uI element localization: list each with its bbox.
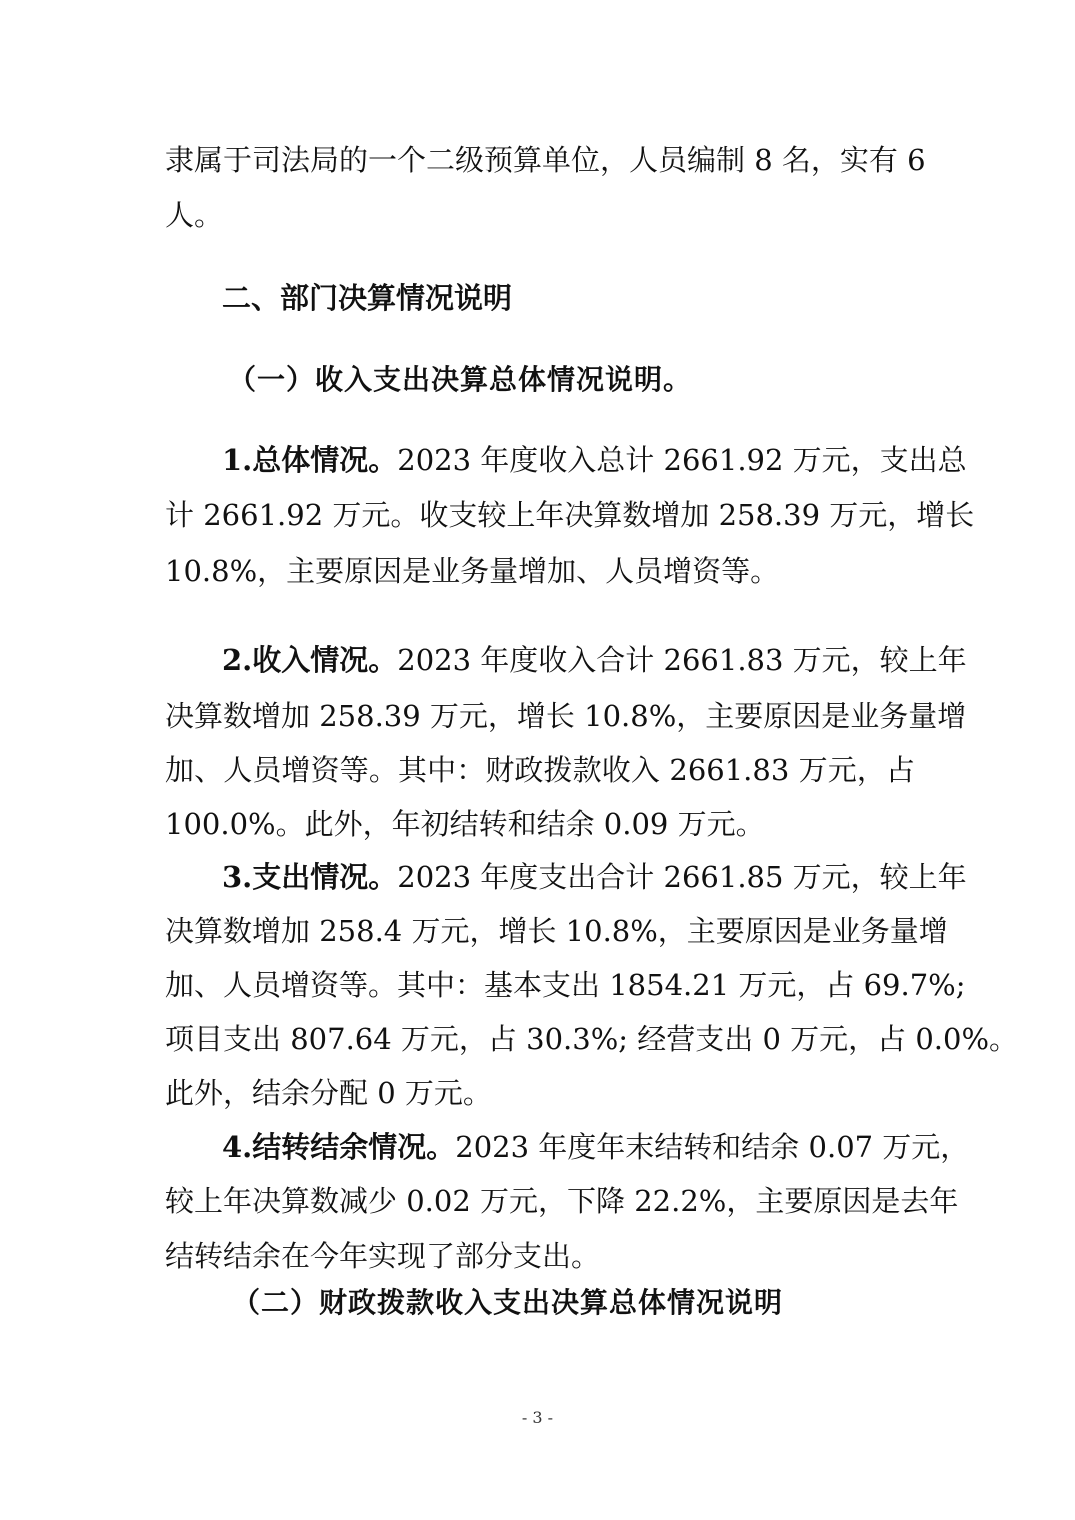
para2-line-4: 100.0%。此外，年初结转和结余 0.09 万元。 (165, 807, 765, 841)
para3-title: 3.支出情况。 (222, 860, 398, 894)
para4-line-1 (222, 1127, 970, 1167)
para4-title: 4.结转结余情况。 (222, 1130, 456, 1164)
para1-line-3: 10.8%，主要原因是业务量增加、人员增资等。 (165, 554, 780, 588)
para3-line-1 (222, 857, 967, 897)
para3-line-4: 项目支出 807.64 万元，占 30.3%; 经营支出 0 万元，占 0.0%。 (165, 1022, 1019, 1056)
para2-line-3: 加、人员增资等。其中：财政拨款收入 2661.83 万元，占 (165, 753, 915, 787)
para2-line-1 (222, 640, 967, 680)
para3-line-2: 决算数增加 258.4 万元，增长 10.8%，主要原因是业务量增 (165, 914, 948, 948)
para4-text-1: 2023 年度年末结转和结余 0.07 万元， (455, 1130, 970, 1164)
subsection-heading-1: （一）收入支出决算总体情况说明。 (228, 363, 693, 396)
para3-text-1: 2023 年度支出合计 2661.85 万元，较上年 (397, 860, 967, 894)
para1-line-1 (222, 440, 967, 480)
para4-line-3: 结转结余在今年实现了部分支出。 (165, 1239, 601, 1273)
para2-title: 2.收入情况。 (222, 643, 398, 677)
para1-text-1: 2023 年度收入总计 2661.92 万元，支出总 (397, 443, 967, 477)
section-heading: 二、部门决算情况说明 (222, 281, 513, 315)
para2-text-1: 2023 年度收入合计 2661.83 万元，较上年 (397, 643, 967, 677)
intro-line-1: 隶属于司法局的一个二级预算单位，人员编制 8 名，实有 6 (165, 143, 926, 177)
page-number: - 3 - (521, 1408, 554, 1427)
para1-title: 1.总体情况。 (222, 443, 398, 477)
para3-line-3: 加、人员增资等。其中：基本支出 1854.21 万元，占 69.7%; (165, 968, 966, 1002)
para4-line-2: 较上年决算数减少 0.02 万元，下降 22.2%，主要原因是去年 (165, 1184, 959, 1218)
intro-line-2: 人。 (165, 198, 224, 232)
para3-line-5: 此外，结余分配 0 万元。 (165, 1076, 492, 1110)
subsection-heading-2: （二）财政拨款收入支出决算总体情况说明 (232, 1286, 784, 1319)
para1-line-2: 计 2661.92 万元。收支较上年决算数增加 258.39 万元，增长 (165, 498, 975, 532)
para2-line-2: 决算数增加 258.39 万元，增长 10.8%，主要原因是业务量增 (165, 699, 967, 733)
